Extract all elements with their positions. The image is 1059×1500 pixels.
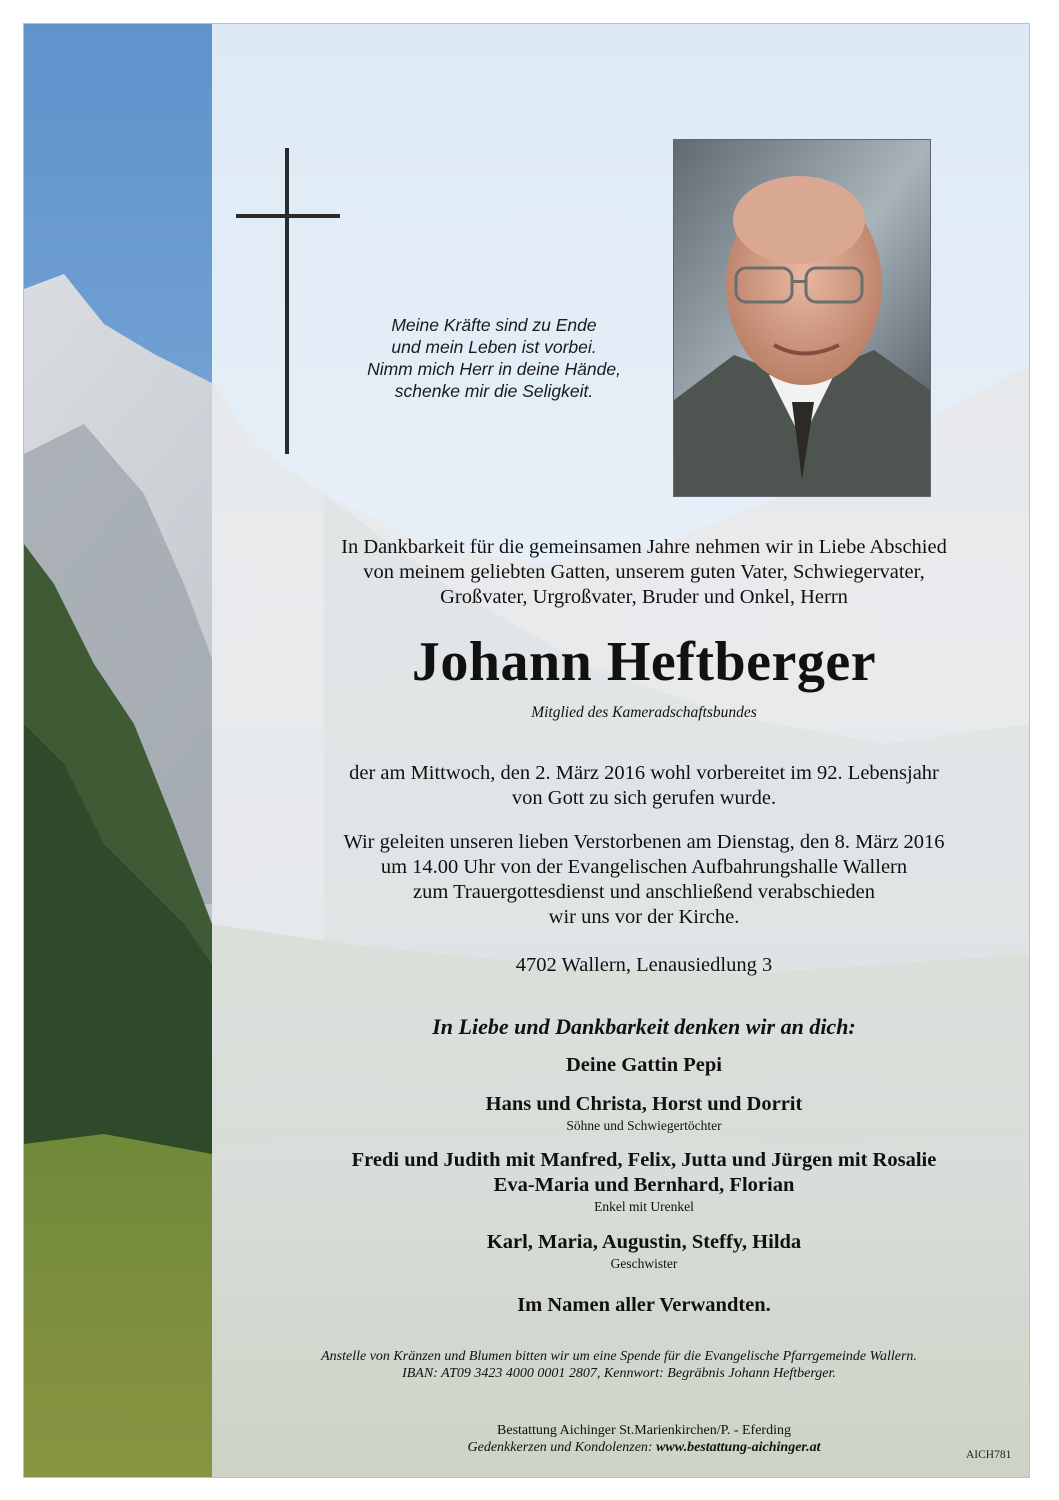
intro-text [294, 535, 994, 610]
undertaker-website-link[interactable]: www.bestattung-aichinger.at [656, 1440, 821, 1455]
condolence-line [294, 1439, 994, 1456]
memorial-poem [344, 314, 644, 402]
donation-note-line2: IBAN: AT09 3423 4000 0001 2807, Kennwort: Begräbnis Johann Heftberger. [402, 1366, 836, 1381]
obituary-card [23, 23, 1030, 1478]
poem-line: Meine Kräfte sind zu Ende [391, 315, 597, 335]
mourner-grandchildren-line1: Fredi und Judith mit Manfred, Felix, Jutta und Jürgen mit Rosalie [351, 1149, 937, 1171]
deceased-name: Johann Heftberger [411, 631, 877, 693]
intro-line: von meinem geliebten Gatten, unserem guten Vater, Schwiegervater, [363, 561, 925, 583]
undertaker-name: Bestattung Aichinger St.Marienkirchen/P. - Eferding [497, 1423, 791, 1438]
poem-line: schenke mir die Seligkeit. [394, 381, 594, 401]
mourner-grandchildren-line2: Eva-Maria und Bernhard, Florian [493, 1174, 795, 1196]
death-notice [294, 761, 994, 811]
intro-line: In Dankbarkeit für die gemeinsamen Jahre nehmen wir in Liebe Abschied [341, 536, 947, 558]
death-notice-line: der am Mittwoch, den 2. März 2016 wohl vorbereitet im 92. Lebensjahr [349, 762, 939, 784]
poem-line: und mein Leben ist vorbei. [391, 337, 597, 357]
condolence-label: Gedenkkerzen und Kondolenzen: [467, 1440, 657, 1455]
donation-note-line1: Anstelle von Kränzen und Blumen bitten wir um eine Spende für die Evangelische Pfarrgemeinde Wallern. [321, 1349, 917, 1364]
undertaker-info [294, 1422, 994, 1456]
mourners-heading: In Liebe und Dankbarkeit denken wir an dich: [432, 1014, 856, 1039]
mourner-children: Hans und Christa, Horst und Dorrit [485, 1093, 803, 1115]
intro-line: Großvater, Urgroßvater, Bruder und Onkel, Herrn [440, 586, 848, 608]
portrait-photo [673, 139, 931, 497]
mourner-children-relation: Söhne und Schwiegertöchter [566, 1118, 722, 1133]
mourner-spouse: Deine Gattin Pepi [565, 1054, 722, 1076]
family-address: 4702 Wallern, Lenausiedlung 3 [515, 954, 773, 976]
funeral-notice-line: um 14.00 Uhr von der Evangelischen Aufbahrungshalle Wallern [380, 856, 908, 878]
mourner-grandchildren-relation: Enkel mit Urenkel [594, 1199, 694, 1214]
landscape-photo-strip [24, 24, 212, 1477]
funeral-notice [294, 830, 994, 930]
poem-line: Nimm mich Herr in deine Hände, [367, 359, 621, 379]
mourner-siblings-relation: Geschwister [610, 1256, 678, 1271]
funeral-notice-line: Wir geleiten unseren lieben Verstorbenen am Dienstag, den 8. März 2016 [343, 831, 945, 853]
document-code: AICH781 [966, 1449, 1012, 1461]
funeral-notice-line: wir uns vor der Kirche. [548, 906, 740, 928]
mourner-siblings: Karl, Maria, Augustin, Steffy, Hilda [486, 1231, 802, 1253]
mourners-closing: Im Namen aller Verwandten. [517, 1294, 771, 1316]
death-notice-line: von Gott zu sich gerufen wurde. [511, 787, 777, 809]
cross-icon [236, 148, 340, 454]
mountain-landscape-image [24, 24, 212, 1477]
donation-note [224, 1348, 1014, 1382]
membership-note: Mitglied des Kameradschaftsbundes [531, 704, 757, 721]
funeral-notice-line: zum Trauergottesdienst und anschließend verabschieden [413, 881, 875, 903]
